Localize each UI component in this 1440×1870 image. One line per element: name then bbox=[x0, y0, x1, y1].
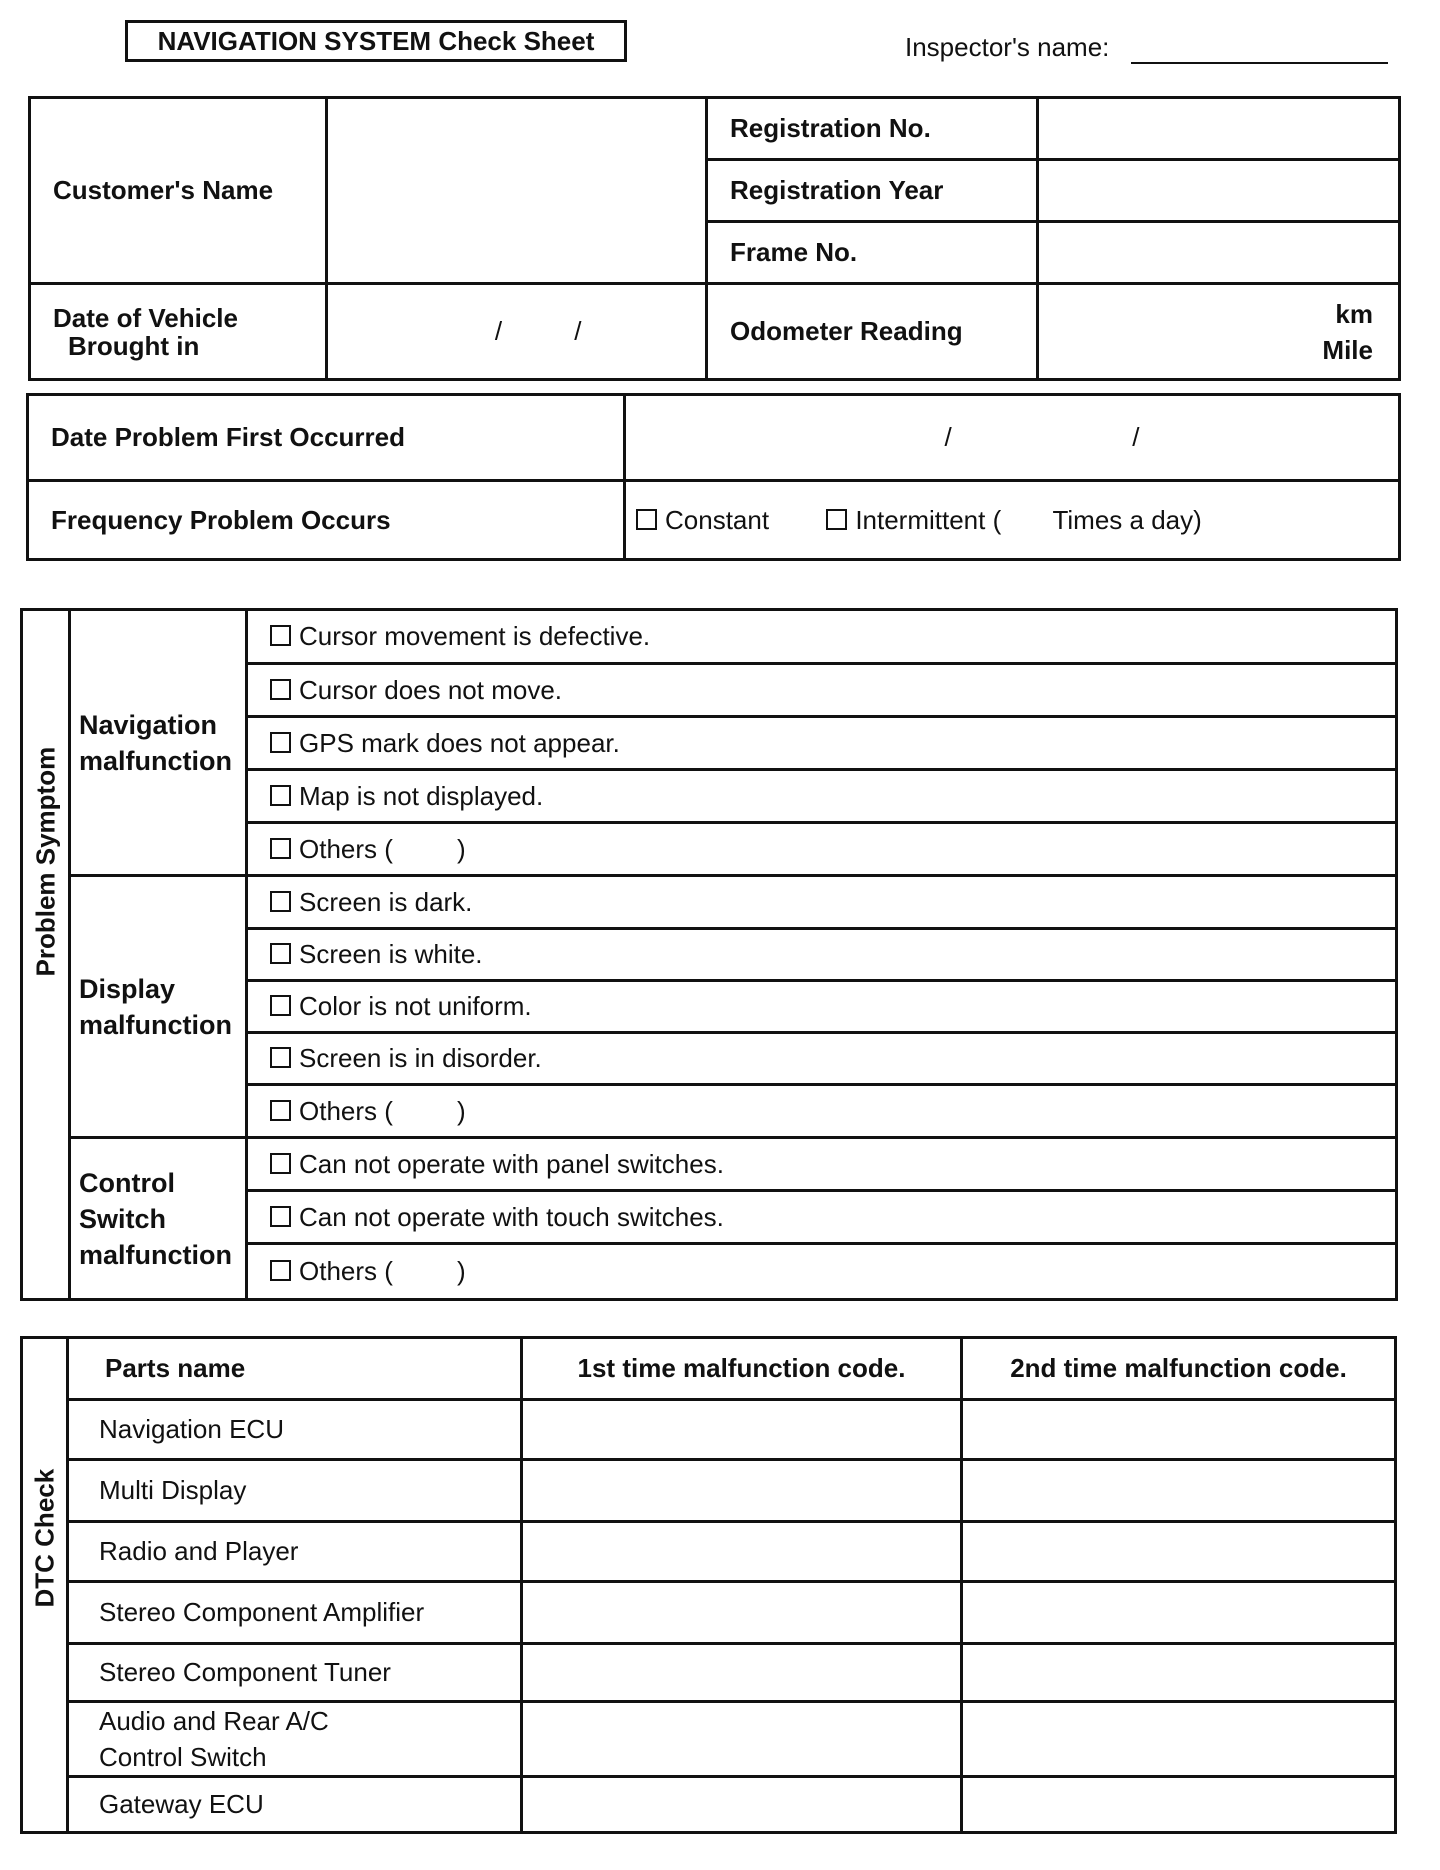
vehicle-info-table bbox=[28, 96, 1401, 381]
symptom-label: Others ( bbox=[299, 833, 393, 864]
part-name bbox=[68, 1702, 522, 1777]
navigation-group-line2: malfunction bbox=[79, 745, 232, 776]
symptom-label: Screen is in disorder. bbox=[299, 1043, 542, 1073]
symptom-item[interactable] bbox=[247, 664, 1397, 717]
first-code-field[interactable] bbox=[522, 1702, 962, 1777]
odometer-field[interactable] bbox=[1038, 284, 1400, 380]
others-close-paren: ) bbox=[457, 1095, 466, 1126]
inspector-name-label: Inspector's name: bbox=[905, 32, 1110, 62]
others-close-paren: ) bbox=[457, 833, 466, 864]
part-name: Multi Display bbox=[68, 1460, 522, 1522]
second-code-field[interactable] bbox=[962, 1777, 1396, 1833]
second-code-header: 2nd time malfunction code. bbox=[962, 1338, 1396, 1400]
display-group-line1: Display bbox=[79, 973, 176, 1004]
constant-label: Constant bbox=[665, 504, 770, 535]
symptom-checkbox[interactable] bbox=[270, 943, 291, 964]
frame-no-field[interactable] bbox=[1038, 222, 1400, 284]
date-brought-in-label-line1: Date of Vehicle bbox=[53, 302, 238, 333]
symptom-label: Others ( bbox=[299, 1256, 393, 1286]
first-code-field[interactable] bbox=[522, 1460, 962, 1522]
symptom-label: GPS mark does not appear. bbox=[299, 727, 620, 758]
symptom-item-others[interactable] bbox=[247, 823, 1397, 876]
second-code-field[interactable] bbox=[962, 1400, 1396, 1460]
symptom-checkbox[interactable] bbox=[270, 625, 291, 646]
intermittent-option[interactable] bbox=[826, 505, 1001, 535]
dtc-check-table bbox=[20, 1336, 1397, 1834]
first-code-field[interactable] bbox=[522, 1522, 962, 1582]
part-name-line1: Audio and Rear A/C bbox=[99, 1706, 329, 1736]
symptom-label: Map is not displayed. bbox=[299, 780, 544, 811]
inspector-name-field[interactable] bbox=[1131, 62, 1388, 64]
symptom-checkbox[interactable] bbox=[270, 1047, 291, 1068]
first-code-field[interactable] bbox=[522, 1777, 962, 1833]
symptom-checkbox[interactable] bbox=[270, 1260, 291, 1281]
part-name: Stereo Component Amplifier bbox=[68, 1582, 522, 1644]
control-group-line2: Switch bbox=[79, 1203, 167, 1234]
symptom-label: Screen is dark. bbox=[299, 886, 473, 917]
second-code-field[interactable] bbox=[962, 1582, 1396, 1644]
symptom-item[interactable] bbox=[247, 1191, 1397, 1244]
date-first-occurred-label: Date Problem First Occurred bbox=[28, 395, 625, 481]
symptom-checkbox[interactable] bbox=[270, 995, 291, 1016]
dtc-check-section bbox=[22, 1338, 68, 1833]
intermittent-checkbox[interactable] bbox=[826, 509, 847, 530]
parts-name-header: Parts name bbox=[68, 1338, 522, 1400]
first-code-field[interactable] bbox=[522, 1400, 962, 1460]
constant-checkbox[interactable] bbox=[636, 509, 657, 530]
registration-no-field[interactable] bbox=[1038, 98, 1400, 160]
first-code-field[interactable] bbox=[522, 1582, 962, 1644]
frequency-options bbox=[625, 481, 1400, 560]
symptom-label: Screen is white. bbox=[299, 939, 483, 969]
symptom-item[interactable] bbox=[247, 929, 1397, 981]
symptom-label: Cursor movement is defective. bbox=[299, 621, 651, 651]
second-code-field[interactable] bbox=[962, 1460, 1396, 1522]
symptom-item[interactable] bbox=[247, 717, 1397, 770]
second-code-field[interactable] bbox=[962, 1702, 1396, 1777]
symptom-checkbox[interactable] bbox=[270, 732, 291, 753]
problem-symptom-table bbox=[20, 608, 1398, 1301]
first-code-header: 1st time malfunction code. bbox=[522, 1338, 962, 1400]
part-name: Radio and Player bbox=[68, 1522, 522, 1582]
symptom-label: Color is not uniform. bbox=[299, 991, 532, 1021]
part-name: Navigation ECU bbox=[68, 1400, 522, 1460]
others-close-paren: ) bbox=[457, 1256, 466, 1286]
odometer-unit-mile: Mile bbox=[1322, 334, 1373, 365]
symptom-item[interactable] bbox=[247, 1033, 1397, 1085]
registration-no-label: Registration No. bbox=[707, 98, 1038, 160]
registration-year-label: Registration Year bbox=[707, 160, 1038, 222]
symptom-label: Cursor does not move. bbox=[299, 674, 563, 705]
dtc-check-label: DTC Check bbox=[29, 1468, 59, 1607]
problem-occurrence-table bbox=[26, 393, 1401, 561]
part-name: Stereo Component Tuner bbox=[68, 1644, 522, 1702]
customer-name-label: Customer's Name bbox=[30, 98, 327, 284]
date-brought-in-label-line2: Brought in bbox=[68, 330, 200, 361]
symptom-item-others[interactable] bbox=[247, 1085, 1397, 1138]
symptom-item[interactable] bbox=[247, 1138, 1397, 1191]
customer-name-field[interactable] bbox=[327, 98, 707, 284]
symptom-checkbox[interactable] bbox=[270, 891, 291, 912]
frequency-label: Frequency Problem Occurs bbox=[28, 481, 625, 560]
times-a-day-label: Times a day) bbox=[1052, 504, 1202, 535]
date-brought-in-label bbox=[30, 284, 327, 380]
second-code-field[interactable] bbox=[962, 1644, 1396, 1702]
first-code-field[interactable] bbox=[522, 1644, 962, 1702]
navigation-group-line1: Navigation bbox=[79, 709, 218, 740]
display-malfunction-group bbox=[70, 876, 247, 1138]
symptom-item[interactable] bbox=[247, 770, 1397, 823]
part-name-line2: Control Switch bbox=[99, 1742, 267, 1772]
frame-no-label: Frame No. bbox=[707, 222, 1038, 284]
symptom-item[interactable] bbox=[247, 610, 1397, 664]
date-first-occurred-separators: / / bbox=[944, 422, 1140, 452]
intermittent-label: Intermittent ( bbox=[855, 504, 1002, 535]
symptom-checkbox[interactable] bbox=[270, 1153, 291, 1174]
display-group-line2: malfunction bbox=[79, 1009, 232, 1040]
symptom-item[interactable] bbox=[247, 981, 1397, 1033]
odometer-unit-km: km bbox=[1335, 298, 1373, 329]
problem-symptom-section bbox=[22, 610, 70, 1300]
symptom-checkbox[interactable] bbox=[270, 1206, 291, 1227]
navigation-malfunction-group bbox=[70, 610, 247, 876]
symptom-checkbox[interactable] bbox=[270, 785, 291, 806]
date-separators: / / bbox=[494, 316, 582, 346]
date-brought-in-field[interactable] bbox=[327, 284, 707, 380]
check-sheet-title: NAVIGATION SYSTEM Check Sheet bbox=[125, 20, 627, 62]
symptom-checkbox[interactable] bbox=[270, 1100, 291, 1121]
symptom-label: Can not operate with touch switches. bbox=[299, 1201, 724, 1232]
symptom-label: Others ( bbox=[299, 1095, 393, 1126]
control-group-line3: malfunction bbox=[79, 1239, 232, 1270]
symptom-label: Can not operate with panel switches. bbox=[299, 1148, 724, 1179]
odometer-label: Odometer Reading bbox=[707, 284, 1038, 380]
part-name: Gateway ECU bbox=[68, 1777, 522, 1833]
second-code-field[interactable] bbox=[962, 1522, 1396, 1582]
symptom-item[interactable] bbox=[247, 876, 1397, 929]
registration-year-field[interactable] bbox=[1038, 160, 1400, 222]
symptom-item-others[interactable] bbox=[247, 1244, 1397, 1300]
symptom-checkbox[interactable] bbox=[270, 679, 291, 700]
constant-option[interactable] bbox=[636, 505, 769, 535]
problem-symptom-label: Problem Symptom bbox=[30, 746, 60, 977]
date-first-occurred-field[interactable] bbox=[625, 395, 1400, 481]
symptom-checkbox[interactable] bbox=[270, 838, 291, 859]
control-group-line1: Control bbox=[79, 1167, 175, 1198]
control-switch-malfunction-group bbox=[70, 1138, 247, 1300]
